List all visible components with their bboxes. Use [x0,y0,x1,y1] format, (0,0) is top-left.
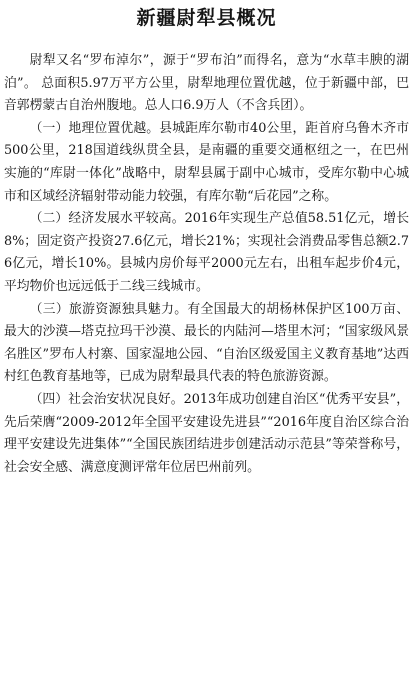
paragraph-economy: （二）经济发展水平较高。2016年实现生产总值58.51亿元，增长8%；固定资产投资27.6亿元，增长21%；实现社会消费品零售总额2.76亿元，增长10%。县城内房价每平2000元左右，出租车起步价4元，平均物价也远远低于二线三线城市。 [4,211,409,294]
document-title: 新疆尉犁县概况 [136,7,277,29]
paragraph-security: （四）社会治安状况良好。2013年成功创建自治区“优秀平安县”，先后荣膺“2009-2012年全国平安建设先进县”“2016年度自治区综合治理平安建设先进集体”“全国民族团结进步创建活动示范县”等荣誉称号，社会安全感、满意度测评常年位居巴州前列。 [4,391,409,475]
paragraph-tourism: （三）旅游资源独具魅力。有全国最大的胡杨林保护区100万亩、最大的沙漠—塔克拉玛干沙漠、最长的内陆河—塔里木河；“国家级风景名胜区”罗布人村寨、国家湿地公园、“自治区级爱国主义教育基地”达西村红色教育基地等，已成为尉犁最具代表的特色旅游资源。 [4,301,409,385]
paragraph-location: （一）地理位置优越。县城距库尔勒市40公里，距首府乌鲁木齐市500公里，218国道线纵贯全县，是南疆的重要交通枢纽之一，在巴州实施的“库尉一体化”战略中，尉犁县属于副中心城市，受库尔勒中心城市和区域经济辐射带动能力较强，有库尔勒“后花园”之称。 [4,120,409,204]
paragraph-intro: 尉犁又名“罗布淖尔”，源于“罗布泊”而得名，意为“水草丰腴的湖泊”。 总面积5.97万平方公里，尉犁地理位置优越，位于新疆中部，巴音郭楞蒙古自治州腹地。总人口6.9万人（不含兵团）。 [4,53,409,114]
